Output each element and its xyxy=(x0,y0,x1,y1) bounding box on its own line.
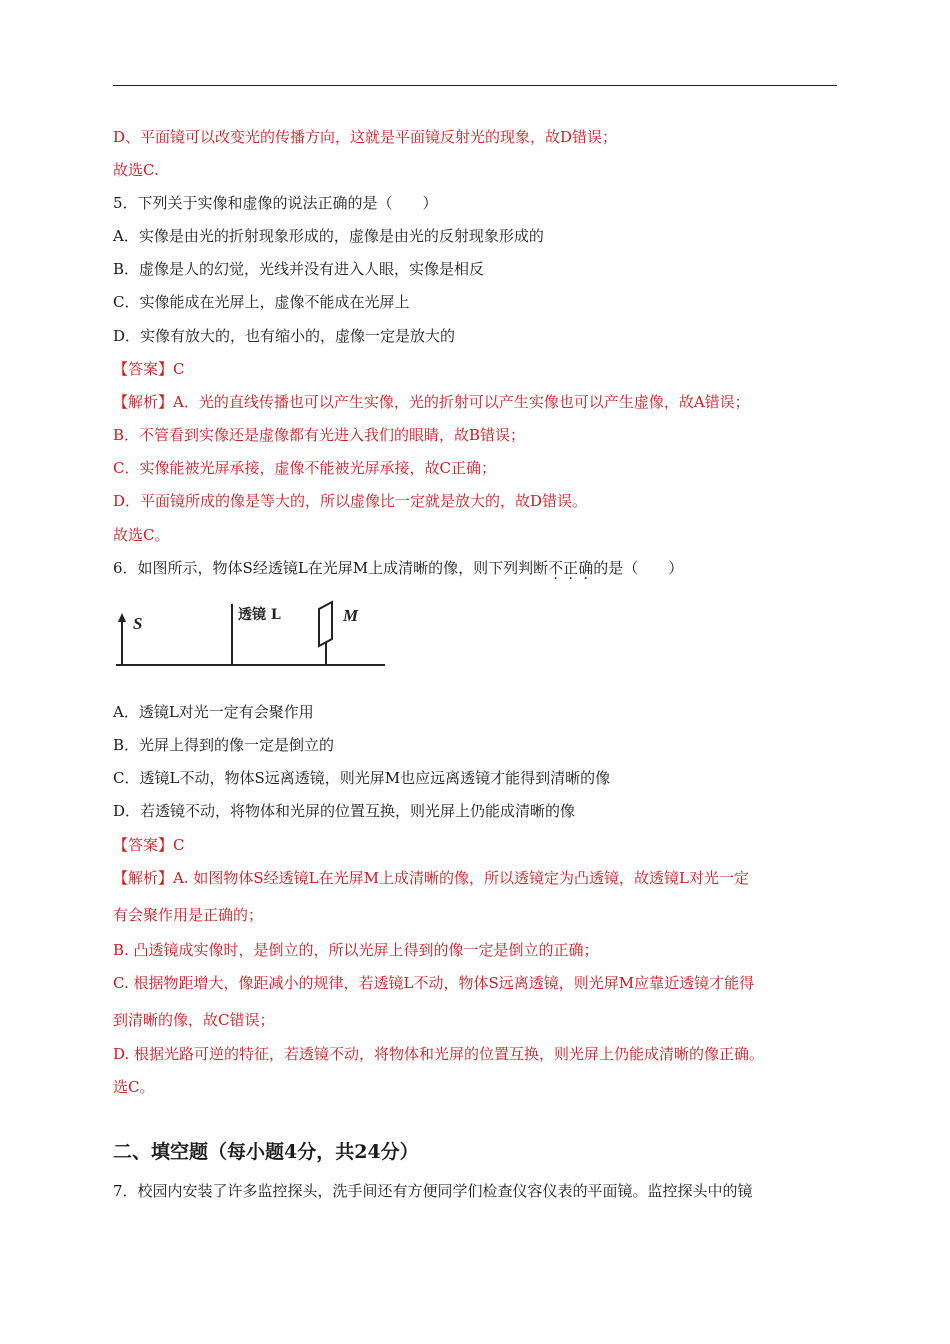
screen-m xyxy=(319,602,332,646)
question-5-stem: 5．下列关于实像和虚像的说法正确的是（ ） xyxy=(113,194,438,212)
answer-tag: 【答案】 xyxy=(113,360,174,378)
question-6-option-c: C．透镜L不动，物体S远离透镜，则光屏M也应远离透镜才能得到清晰的像 xyxy=(113,769,611,787)
answer-tag: 【答案】 xyxy=(113,836,174,854)
question-6-answer xyxy=(113,835,185,855)
explanation-text: A．光的直线传播也可以产生实像，光的折射可以产生实像也可以产生虚像，故A错误； xyxy=(173,393,750,411)
question-6-explanation-b: B. 凸透镜成实像时，是倒立的，所以光屏上得到的像一定是倒立的正确； xyxy=(113,941,599,959)
question-5-explanation-c: C．实像能被光屏承接，虚像不能被光屏承接，故C正确； xyxy=(113,459,496,477)
emphasis-char: 正 xyxy=(563,559,579,577)
question-5-explanation-b: B．不管看到实像还是虚像都有光进入我们的眼睛，故B错误； xyxy=(113,426,526,444)
question-5-option-a: A．实像是由光的折射现象形成的，虚像是由光的反射现象形成的 xyxy=(113,227,544,245)
question-6-explanation-c-cont: 到清晰的像，故C错误； xyxy=(113,1011,275,1029)
stem-text: 6．如图所示，物体S经透镜L在光屏M上成清晰的像，则下列判断 xyxy=(113,559,549,577)
question-6-option-d: D．若透镜不动，将物体和光屏的位置互换，则光屏上仍能成清晰的像 xyxy=(113,802,576,820)
emphasis-char: 不 xyxy=(548,559,564,577)
question-6-explanation-d: D. 根据光路可逆的特征，若透镜不动，将物体和光屏的位置互换，则光屏上仍能成清晰的像正确。 xyxy=(113,1045,765,1063)
explanation-tag: 【解析】 xyxy=(113,393,174,411)
question-6-option-b: B．光屏上得到的像一定是倒立的 xyxy=(113,736,335,754)
answer-value: C xyxy=(173,836,185,854)
question-6-explanation-a-cont: 有会聚作用是正确的； xyxy=(113,906,264,924)
question-6-option-a: A．透镜L对光一定有会聚作用 xyxy=(113,703,314,721)
label-s: S xyxy=(133,614,143,633)
lens-diagram xyxy=(113,596,388,671)
question-6-choose: 选C。 xyxy=(113,1078,155,1096)
stem-text-end: 的是（ ） xyxy=(593,559,684,577)
answer-value: C xyxy=(173,360,185,378)
question-5-answer xyxy=(113,359,185,379)
question-6-explanation-a xyxy=(113,868,749,888)
question-5-option-b: B．虚像是人的幻觉，光线并没有进入人眼，实像是相反 xyxy=(113,260,485,278)
question-5-explanation-d: D．平面镜所成的像是等大的，所以虚像比一定就是放大的，故D错误。 xyxy=(113,492,588,510)
question-7-stem: 7．校园内安装了许多监控探头，洗手间还有方便同学们检查仪容仪表的平面镜。监控探头中的镜 xyxy=(113,1182,753,1200)
header-rule xyxy=(113,85,837,86)
question-5-explanation-a xyxy=(113,392,750,412)
question-6-stem xyxy=(113,558,683,578)
prev-choose: 故选C. xyxy=(113,161,159,179)
question-5-option-c: C．实像能成在光屏上，虚像不能成在光屏上 xyxy=(113,293,410,311)
label-lens: 透镜 L xyxy=(238,607,281,623)
section-heading-fill-in: 二、填空题（每小题4分，共24分） xyxy=(113,1141,419,1163)
question-5-option-d: D．实像有放大的，也有缩小的，虚像一定是放大的 xyxy=(113,327,456,345)
label-m: M xyxy=(343,606,359,625)
arrow-head xyxy=(118,613,126,622)
emphasis-char: 确 xyxy=(578,559,594,577)
question-6-explanation-c: C. 根据物距增大，像距减小的规律，若透镜L不动，物体S远离透镜，则光屏M应靠近透镜才能得 xyxy=(113,974,755,992)
explanation-text: A. 如图物体S经透镜L在光屏M上成清晰的像，所以透镜定为凸透镜，故透镜L对光一定 xyxy=(173,869,749,887)
question-5-choose: 故选C。 xyxy=(113,526,170,544)
explanation-tag: 【解析】 xyxy=(113,869,174,887)
prev-explanation-d: D、平面镜可以改变光的传播方向，这就是平面镜反射光的现象，故D错误； xyxy=(113,128,618,146)
